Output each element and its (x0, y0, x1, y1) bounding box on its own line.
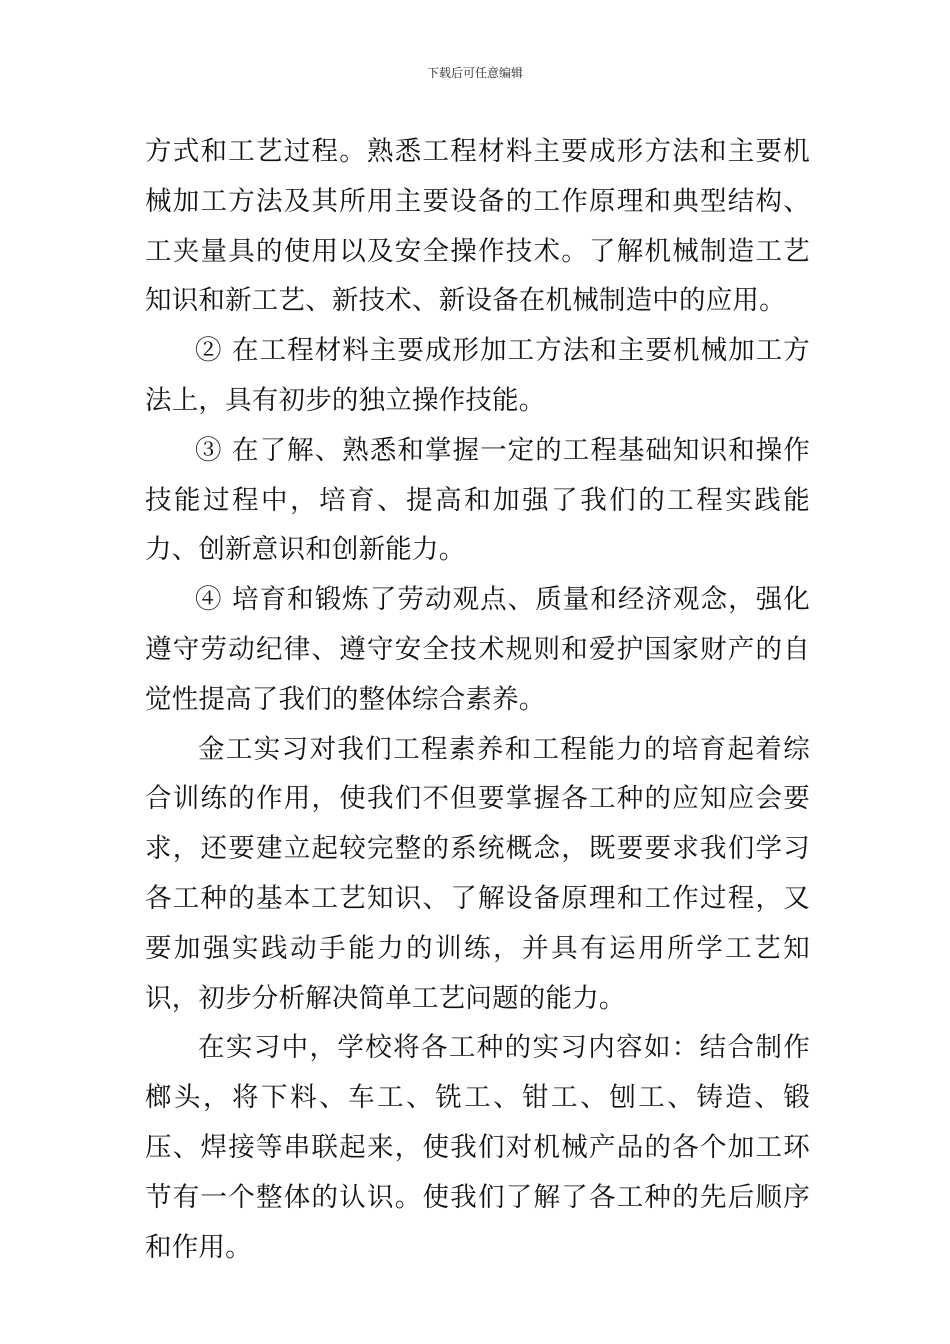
paragraph-item-3: ③ 在了解、熟悉和掌握一定的工程基础知识和操作技能过程中，培育、提高和加强了我们的工程实践能力、创新意识和创新能力。 (145, 434, 810, 566)
paragraph-training-role: 金工实习对我们工程素养和工程能力的培育起着综合训练的作用，使我们不但要掌握各工种的应知应会要求，还要建立起较完整的系统概念，既要要求我们学习各工种的基本工艺知识、了解设备原理和工作过程，又要加强实践动手能力的训练，并具有运用所学工艺知识，初步分析解决简单工艺问题的能力。 (145, 733, 810, 1014)
paragraph-item-2: ② 在工程材料主要成形加工方法和主要机械加工方法上，具有初步的独立操作技能。 (145, 335, 810, 416)
page-header-note: 下载后可任意编辑 (426, 66, 523, 80)
document-body (145, 127, 810, 1272)
paragraph-continuation: 方式和工艺过程。熟悉工程材料主要成形方法和主要机械加工方法及其所用主要设备的工作原理和典型结构、工夹量具的使用以及安全操作技术。了解机械制造工艺知识和新工艺、新技术、新设备在机械制造中的应用。 (145, 136, 810, 317)
paragraph-item-4: ④ 培育和锻炼了劳动观点、质量和经济观念，强化遵守劳动纪律、遵守安全技术规则和爱护国家财产的自觉性提高了我们的整体综合素养。 (145, 584, 810, 715)
paragraph-practice-content: 在实习中，学校将各工种的实习内容如：结合制作榔头，将下料、车工、铣工、钳工、刨工、铸造、锻压、焊接等串联起来，使我们对机械产品的各个加工环节有一个整体的认识。使我们了解了各工种的先后顺序和作用。 (145, 1032, 810, 1263)
